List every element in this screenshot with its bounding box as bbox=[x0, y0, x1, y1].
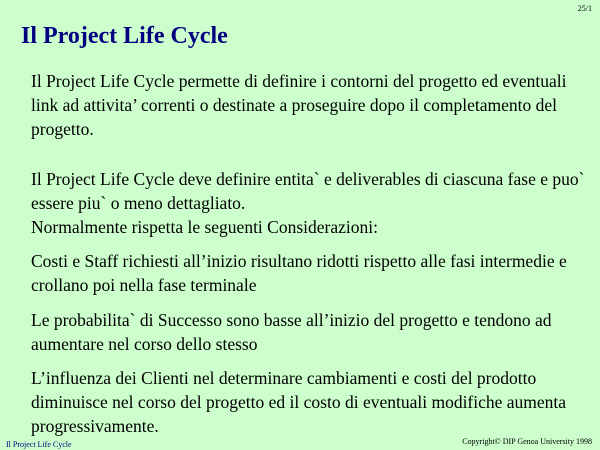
paragraph-life-cycle-scope: Il Project Life Cycle permette di definire i contorni del progetto ed eventuali link ad attivita’ correnti o destinate a proseguire dopo il completamento del progetto. bbox=[31, 71, 567, 139]
paragraph-client-influence: L’influenza dei Clienti nel determinare cambiamenti e costi del prodotto diminuisce nel corso del progetto ed il costo di eventuali modifiche aumenta progressivamente. bbox=[31, 368, 567, 436]
slide-title: Il Project Life Cycle bbox=[21, 23, 228, 49]
paragraph-costs-staff: Costi e Staff richiesti all’inizio risultano ridotti rispetto alle fasi intermedie e crollano poi nella fase terminale bbox=[31, 251, 567, 295]
paragraph-life-cycle-definition: Il Project Life Cycle deve definire entita` e deliverables di ciascuna fase e puo` essere piu` o meno dettagliato. Normalmente rispetta le seguenti Considerazioni: bbox=[31, 169, 585, 237]
slide-number: 25/1 bbox=[577, 4, 592, 13]
footer-copyright: Copyright© DIP Genoa University 1998 bbox=[462, 437, 592, 446]
footer-title: Il Project Life Cycle bbox=[6, 440, 72, 449]
paragraph-success-probability: Le probabilita` di Successo sono basse all’inizio del progetto e tendono ad aumentare nel corso dello stesso bbox=[31, 310, 552, 354]
